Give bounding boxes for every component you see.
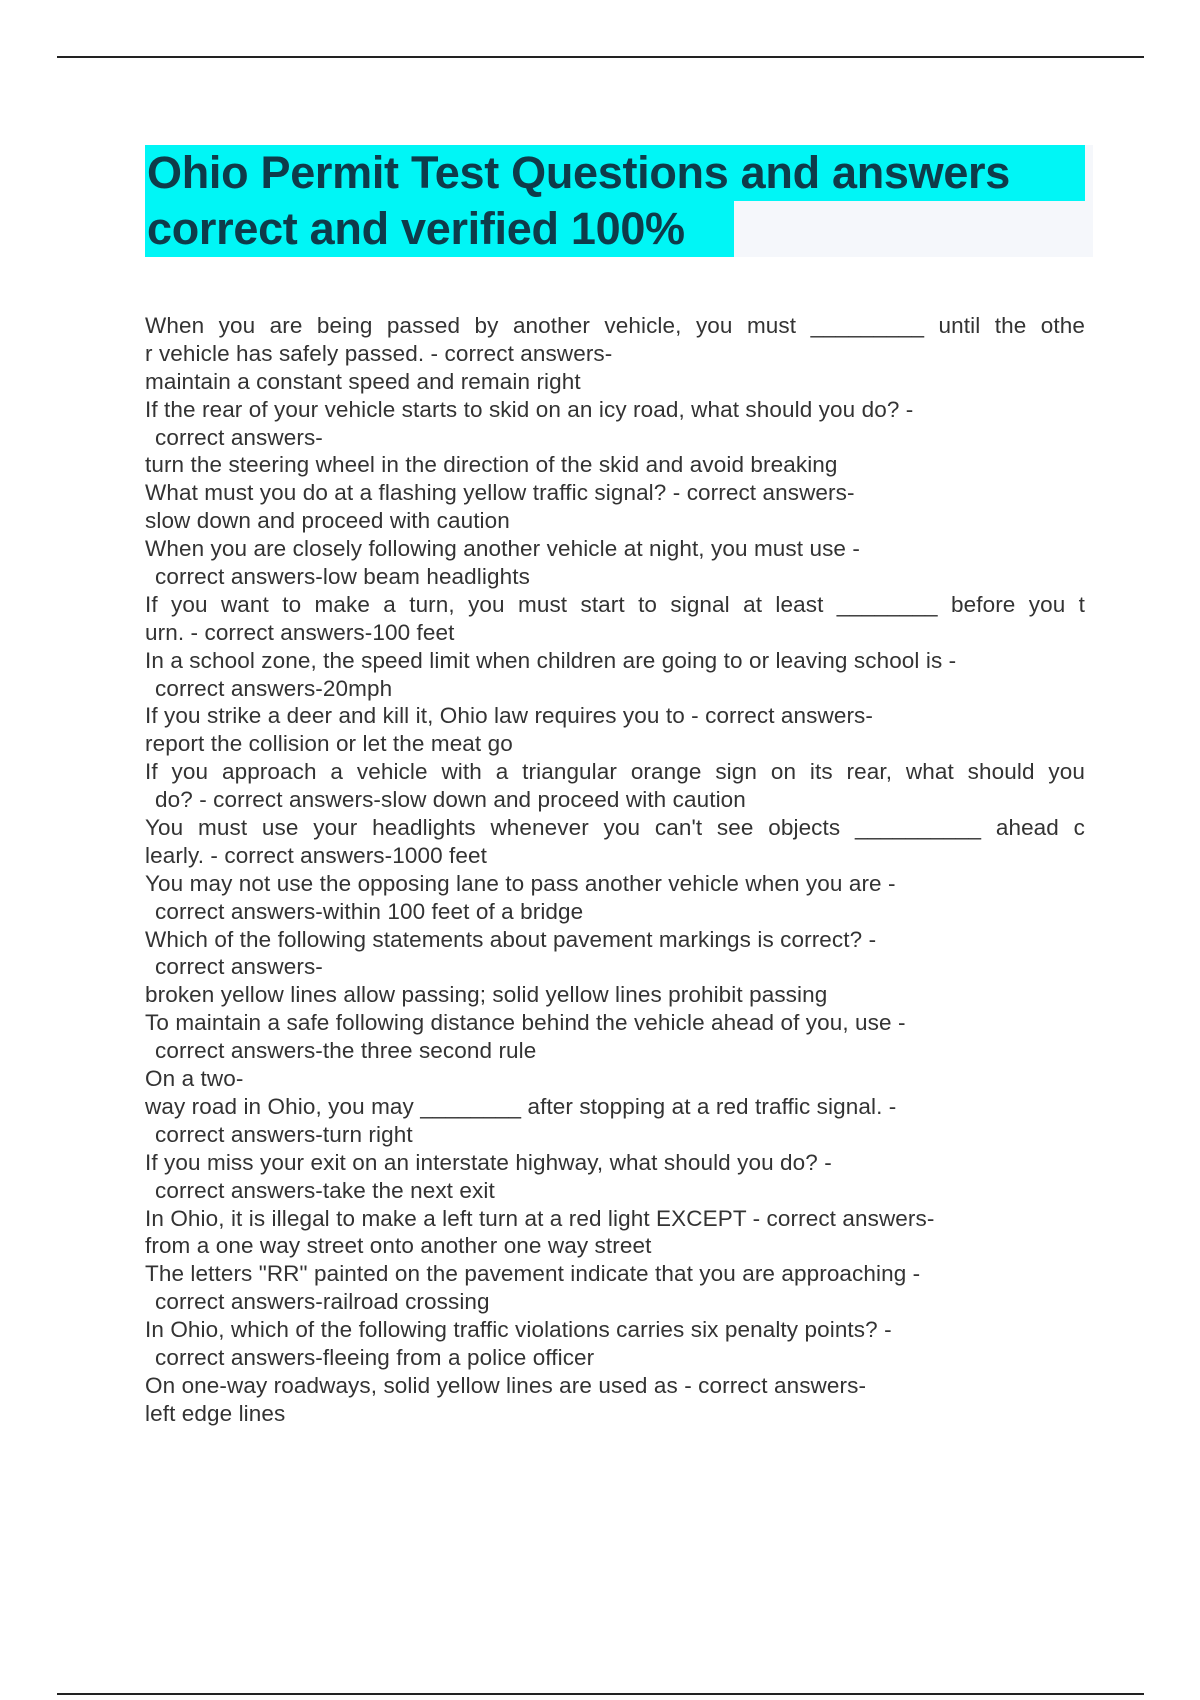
text-line: correct answers-fleeing from a police officer xyxy=(155,1344,595,1370)
text-line: correct answers-turn right xyxy=(155,1121,413,1147)
text-line: correct answers-take the next exit xyxy=(155,1177,495,1203)
text-line: You must use your headlights whenever you can't see objects __________ ahead c xyxy=(145,815,1085,841)
text-line: correct answers-railroad crossing xyxy=(155,1289,490,1315)
top-horizontal-rule xyxy=(57,56,1144,58)
text-line: In a school zone, the speed limit when children are going to or leaving school is - xyxy=(145,647,957,673)
text-line: If you strike a deer and kill it, Ohio law requires you to - correct answers- xyxy=(145,703,873,729)
text-line: correct answers-20mph xyxy=(155,675,393,701)
text-line: You may not use the opposing lane to pass another vehicle when you are - xyxy=(145,870,896,896)
question-answer-list xyxy=(145,312,1090,1428)
text-line: r vehicle has safely passed. - correct answers- xyxy=(145,340,613,366)
text-line: The letters "RR" painted on the pavement indicate that you are approaching - xyxy=(145,1261,921,1287)
text-line: way road in Ohio, you may ________ after stopping at a red traffic signal. - xyxy=(145,1093,897,1119)
text-line: If you approach a vehicle with a triangular orange sign on its rear, what should you xyxy=(145,759,1085,785)
text-line: On a two- xyxy=(145,1066,244,1092)
text-line: On one-way roadways, solid yellow lines are used as - correct answers- xyxy=(145,1372,867,1398)
text-line: from a one way street onto another one way street xyxy=(145,1233,652,1259)
bottom-horizontal-rule xyxy=(57,1693,1144,1695)
text-line: urn. - correct answers-100 feet xyxy=(145,619,455,645)
document-title-line-1: Ohio Permit Test Questions and answers xyxy=(145,145,1085,201)
text-line: report the collision or let the meat go xyxy=(145,731,513,757)
text-line: In Ohio, it is illegal to make a left turn at a red light EXCEPT - correct answers- xyxy=(145,1205,935,1231)
text-line: broken yellow lines allow passing; solid yellow lines prohibit passing xyxy=(145,982,828,1008)
text-line: correct answers-the three second rule xyxy=(155,1038,537,1064)
text-line: Which of the following statements about pavement markings is correct? - xyxy=(145,926,877,952)
text-line: In Ohio, which of the following traffic violations carries six penalty points? - xyxy=(145,1317,892,1343)
text-line: correct answers- xyxy=(155,424,323,450)
text-line: correct answers-low beam headlights xyxy=(155,564,530,590)
text-line: To maintain a safe following distance behind the vehicle ahead of you, use - xyxy=(145,1010,906,1036)
text-line: When you are closely following another vehicle at night, you must use - xyxy=(145,536,860,562)
text-line: When you are being passed by another vehicle, you must _________ until the othe xyxy=(145,313,1085,338)
text-line: turn the steering wheel in the direction of the skid and avoid breaking xyxy=(145,452,838,478)
text-line: maintain a constant speed and remain right xyxy=(145,368,581,394)
text-line: learly. - correct answers-1000 feet xyxy=(145,842,487,868)
text-line: If you want to make a turn, you must start to signal at least ________ before you t xyxy=(145,591,1085,617)
text-line: correct answers-within 100 feet of a bridge xyxy=(155,898,584,924)
text-line: correct answers- xyxy=(155,954,323,980)
text-line: left edge lines xyxy=(145,1400,286,1426)
text-line: If you miss your exit on an interstate highway, what should you do? - xyxy=(145,1149,832,1175)
text-line: slow down and proceed with caution xyxy=(145,508,510,534)
text-line: do? - correct answers-slow down and proceed with caution xyxy=(155,787,746,813)
document-title-line-2: correct and verified 100% xyxy=(145,201,734,257)
text-line: If the rear of your vehicle starts to skid on an icy road, what should you do? - xyxy=(145,396,914,422)
text-line: What must you do at a flashing yellow traffic signal? - correct answers- xyxy=(145,480,855,506)
